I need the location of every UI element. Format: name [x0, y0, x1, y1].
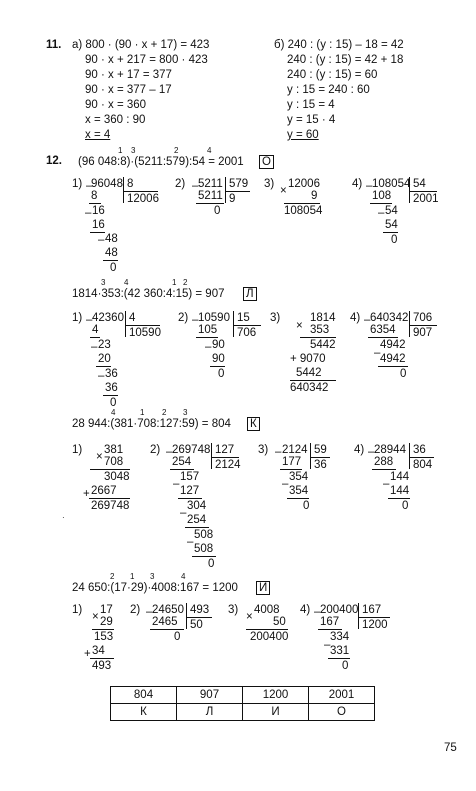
step-number: 1) — [72, 178, 83, 190]
subtract-line — [372, 469, 396, 470]
order-mark: 2 — [183, 278, 188, 287]
subtract-line — [185, 527, 209, 528]
expression-3: 28 944:(381·708:127:59) = 804 — [72, 418, 231, 430]
task-11a-line: x = 360 : 90 — [85, 114, 146, 126]
task-11a-line: 90 · x + 17 = 377 — [85, 69, 172, 81]
sum-line — [89, 498, 130, 499]
minus-sign: – — [146, 606, 153, 618]
expression-1: (96 048:8)·(5211:579):54 = 2001 — [78, 156, 244, 168]
sum-line — [290, 380, 336, 381]
calc-line: 508 — [194, 529, 214, 541]
quotient: 2124 — [215, 459, 241, 471]
division-underline — [409, 191, 437, 192]
partial-product: 2667 — [91, 485, 117, 497]
factor: 9 — [311, 190, 318, 202]
dividend: 28944 — [374, 444, 406, 456]
calc-line: 0 — [208, 558, 215, 570]
divisor: 8 — [127, 178, 134, 190]
order-mark: 3 — [131, 146, 136, 155]
division-bar — [186, 603, 187, 629]
table-row — [111, 687, 375, 704]
multiply-line — [300, 337, 336, 338]
plus-sign: + — [83, 488, 90, 500]
minus-sign: – — [368, 446, 375, 458]
division-underline — [225, 191, 250, 192]
order-mark: 2 — [174, 146, 179, 155]
factor: 12006 — [288, 178, 320, 190]
minus-sign: – — [180, 507, 187, 519]
multiply-sign: × — [280, 185, 287, 197]
order-mark: 3 — [150, 572, 155, 581]
dividend: 200400 — [320, 604, 359, 616]
dividend: 5211 — [198, 178, 223, 190]
multiply-sign: × — [296, 320, 303, 332]
subtract-line — [388, 498, 410, 499]
calc-line: 0 — [110, 397, 117, 409]
calc-line: 23 — [98, 339, 111, 351]
order-mark: 4 — [111, 408, 116, 417]
minus-sign: – — [91, 341, 98, 353]
divisor: 127 — [215, 444, 235, 456]
calc-line: 127 — [180, 485, 200, 497]
subtract-line — [90, 232, 105, 233]
minus-sign: – — [86, 180, 93, 192]
product: 640342 — [290, 382, 329, 394]
step-number: 4) — [354, 444, 365, 456]
calc-line: 157 — [180, 471, 200, 483]
step-number: 3) — [258, 444, 269, 456]
division-underline — [409, 457, 434, 458]
calc-line: 0 — [402, 500, 409, 512]
subtract-line — [328, 658, 350, 659]
answer-letter-box: К — [247, 417, 260, 431]
subtract-line — [89, 203, 101, 204]
calc-line: 0 — [214, 205, 221, 217]
multiply-sign: × — [246, 611, 253, 623]
calc-line: 2465 — [152, 616, 178, 628]
calc-line: 5211 — [198, 190, 223, 202]
division-underline — [409, 325, 437, 326]
dividend: 640342 — [370, 312, 409, 324]
subtract-line — [150, 629, 184, 630]
step-number: 4) — [300, 604, 311, 616]
product: 200400 — [250, 631, 289, 643]
division-underline — [211, 457, 239, 458]
subtract-line — [280, 469, 302, 470]
division-bar — [233, 311, 234, 337]
quotient: 804 — [413, 459, 433, 471]
calc-line: 288 — [374, 456, 394, 468]
task-11b-line: 240 : (y : 15) = 42 + 18 — [287, 54, 404, 66]
subtract-line — [90, 337, 100, 338]
subtract-line — [96, 366, 111, 367]
subtract-line — [178, 498, 202, 499]
task-11a-line: 90 · x = 377 – 17 — [85, 84, 172, 96]
step-number: 1) — [72, 604, 83, 616]
quotient: 907 — [413, 327, 433, 339]
calc-line: 304 — [187, 500, 207, 512]
quotient: 12006 — [127, 193, 159, 205]
calc-line: 177 — [282, 456, 302, 468]
subtract-line — [196, 337, 218, 338]
minus-sign: – — [324, 639, 331, 651]
sum-line — [90, 658, 114, 659]
task-11a-answer: x = 4 — [85, 129, 111, 141]
partial-product: 5442 — [310, 339, 336, 351]
division-underline — [233, 325, 261, 326]
order-mark: 4 — [181, 572, 186, 581]
division-underline — [125, 325, 160, 326]
calc-line: 36 — [105, 368, 118, 380]
quotient: 50 — [190, 619, 203, 631]
table-cell: 804 — [111, 687, 177, 704]
divisor: 36 — [413, 444, 426, 456]
partial-product: 5442 — [296, 367, 322, 379]
calc-line: 254 — [187, 514, 207, 526]
minus-sign: – — [166, 446, 173, 458]
task-11b-line: б) 240 : (y : 15) – 18 = 42 — [274, 39, 404, 51]
calc-line: 144 — [390, 485, 410, 497]
order-mark: 3 — [183, 408, 188, 417]
calc-line: 48 — [105, 233, 118, 245]
stray-dot: · — [62, 513, 65, 522]
dividend: 24650 — [152, 604, 184, 616]
step-number: 3) — [264, 178, 275, 190]
calc-line: 54 — [385, 219, 398, 231]
step-number: 1) — [72, 444, 83, 456]
minus-sign: – — [98, 234, 105, 246]
order-mark: 4 — [124, 278, 129, 287]
table-cell: Л — [177, 704, 243, 721]
minus-sign: – — [86, 314, 93, 326]
divisor: 706 — [413, 312, 433, 324]
dividend: 2124 — [282, 444, 308, 456]
step-number: 2) — [178, 312, 189, 324]
dividend: 10590 — [198, 312, 230, 324]
subtract-line — [383, 232, 398, 233]
minus-sign: – — [364, 314, 371, 326]
calc-line: 254 — [172, 456, 192, 468]
task-11b-answer: y = 60 — [287, 129, 319, 141]
dividend: 108054 — [372, 178, 411, 190]
factor: 1814 — [310, 312, 336, 324]
order-mark: 1 — [172, 278, 177, 287]
step-number: 4) — [352, 178, 363, 190]
factor: 708 — [104, 456, 124, 468]
expression-2: 1814·353:(42 360:4:15) = 907 — [72, 288, 225, 300]
factor: 381 — [104, 444, 124, 456]
calc-line: 16 — [92, 205, 105, 217]
quotient: 10590 — [129, 327, 161, 339]
order-mark: 2 — [110, 572, 115, 581]
divisor: 4 — [129, 312, 136, 324]
expression-4: 24 650:(17·29)·4008:167 = 1200 — [72, 582, 238, 594]
calc-line: 0 — [218, 368, 225, 380]
minus-sign: – — [173, 478, 180, 490]
step-number: 2) — [175, 178, 186, 190]
table-cell: К — [111, 704, 177, 721]
factor: 29 — [100, 616, 113, 628]
calc-line: 16 — [92, 219, 105, 231]
task-11b-line: 240 : (y : 15) = 60 — [287, 69, 378, 81]
minus-sign: – — [85, 207, 92, 219]
partial-product: + 9070 — [290, 353, 326, 365]
quotient: 2001 — [413, 193, 439, 205]
calc-line: 354 — [289, 485, 309, 497]
subtract-line — [378, 366, 408, 367]
division-bar — [409, 443, 410, 469]
calc-line: 90 — [212, 353, 225, 365]
step-number: 3) — [228, 604, 239, 616]
calc-line: 331 — [330, 645, 350, 657]
minus-sign: – — [314, 606, 321, 618]
step-number: 2) — [150, 444, 161, 456]
calc-line: 0 — [110, 262, 117, 274]
division-bar — [125, 311, 126, 337]
calc-line: 4942 — [380, 353, 406, 365]
calc-line: 36 — [105, 382, 118, 394]
calc-line: 508 — [194, 543, 214, 555]
subtract-line — [192, 556, 216, 557]
step-number: 3) — [270, 312, 281, 324]
minus-sign: – — [383, 478, 390, 490]
multiply-sign: × — [96, 451, 103, 463]
multiply-line — [92, 629, 114, 630]
calc-line: 4942 — [380, 339, 406, 351]
calc-line: 354 — [289, 471, 309, 483]
division-bar — [310, 443, 311, 469]
division-bar — [409, 177, 410, 203]
calc-line: 54 — [385, 205, 398, 217]
subtract-line — [210, 366, 225, 367]
product: 493 — [92, 660, 112, 672]
step-number: 2) — [130, 604, 141, 616]
answer-letter-box: Л — [243, 287, 257, 301]
order-mark: 1 — [118, 146, 123, 155]
minus-sign: – — [374, 347, 381, 359]
division-underline — [358, 617, 390, 618]
subtract-line — [196, 203, 224, 204]
order-mark: 2 — [162, 408, 167, 417]
task-11b-line: y = 15 · 4 — [287, 114, 336, 126]
division-bar — [409, 311, 410, 337]
partial-product: 153 — [94, 631, 114, 643]
division-underline — [123, 191, 158, 192]
subtract-line — [103, 395, 118, 396]
calc-line: 0 — [303, 500, 310, 512]
order-mark: 1 — [140, 408, 145, 417]
division-underline — [186, 617, 212, 618]
table-cell: 907 — [177, 687, 243, 704]
answer-letter-box: О — [259, 155, 274, 169]
minus-sign: – — [378, 207, 385, 219]
order-mark: 3 — [101, 278, 106, 287]
minus-sign: – — [282, 478, 289, 490]
task-12-number: 12. — [46, 155, 62, 167]
step-number: 4) — [350, 312, 361, 324]
order-mark: 4 — [207, 146, 212, 155]
minus-sign: – — [192, 180, 199, 192]
dividend: 269748 — [172, 444, 211, 456]
minus-sign: – — [366, 180, 373, 192]
division-bar — [123, 177, 124, 203]
task-11b-line: y : 15 = 240 : 60 — [287, 84, 370, 96]
minus-sign: – — [205, 341, 212, 353]
dividend: 42360 — [92, 312, 124, 324]
calc-line: 6354 — [370, 324, 396, 336]
calc-line: 105 — [198, 324, 218, 336]
subtract-line — [370, 203, 392, 204]
calc-line: 4 — [92, 324, 99, 336]
divisor: 167 — [362, 604, 382, 616]
divisor: 579 — [229, 178, 249, 190]
factor: 4008 — [254, 604, 280, 616]
quotient: 36 — [314, 459, 327, 471]
answer-letter-box: И — [256, 581, 270, 595]
task-11-number: 11. — [46, 39, 62, 51]
minus-sign: – — [275, 446, 282, 458]
calc-line: 90 — [212, 339, 225, 351]
quotient: 9 — [229, 193, 236, 205]
task-11b-line: y : 15 = 4 — [287, 99, 335, 111]
subtract-line — [368, 337, 398, 338]
table-cell: И — [243, 704, 309, 721]
calc-line: 20 — [98, 353, 111, 365]
division-bar — [211, 443, 212, 469]
product: 108054 — [284, 205, 323, 217]
calc-line: 48 — [105, 247, 118, 259]
subtract-line — [103, 260, 118, 261]
answer-table — [110, 686, 375, 721]
minus-sign: – — [192, 314, 199, 326]
calc-line: 144 — [390, 471, 410, 483]
factor: 353 — [310, 324, 330, 336]
factor: 17 — [100, 604, 113, 616]
calc-line: 167 — [320, 616, 340, 628]
quotient: 706 — [237, 327, 257, 339]
divisor: 54 — [413, 178, 426, 190]
dividend: 96048 — [91, 178, 123, 190]
quotient: 1200 — [362, 619, 388, 631]
calc-line: 0 — [342, 660, 349, 672]
partial-product: 3048 — [104, 471, 130, 483]
multiply-line — [284, 203, 320, 204]
division-bar — [225, 177, 226, 203]
division-bar — [358, 603, 359, 629]
subtract-line — [170, 469, 194, 470]
task-11a-line: 90 · x = 360 — [85, 99, 147, 111]
order-mark: 1 — [130, 572, 135, 581]
minus-sign: – — [98, 370, 105, 382]
factor: 50 — [273, 616, 286, 628]
calc-line: 8 — [91, 190, 98, 202]
product: 269748 — [91, 500, 130, 512]
calc-line: 0 — [391, 234, 398, 246]
minus-sign: – — [187, 536, 194, 548]
table-row — [111, 704, 375, 721]
multiply-sign: × — [92, 611, 99, 623]
step-number: 1) — [72, 312, 83, 324]
calc-line: 108 — [372, 190, 392, 202]
divisor: 493 — [190, 604, 210, 616]
task-11a-line: а) 800 · (90 · x + 17) = 423 — [72, 39, 210, 51]
page-number: 75 — [444, 742, 457, 754]
subtract-line — [318, 629, 342, 630]
division-underline — [310, 457, 330, 458]
table-cell: 1200 — [243, 687, 309, 704]
calc-line: 334 — [330, 631, 350, 643]
divisor: 15 — [237, 312, 250, 324]
calc-line: 0 — [400, 368, 407, 380]
multiply-line — [90, 469, 130, 470]
table-cell: О — [309, 704, 375, 721]
partial-product: 34 — [92, 645, 105, 657]
divisor: 59 — [314, 444, 327, 456]
calc-line: 0 — [174, 631, 181, 643]
multiply-line — [246, 629, 288, 630]
table-cell: 2001 — [309, 687, 375, 704]
subtract-line — [287, 498, 309, 499]
plus-sign: + — [84, 648, 91, 660]
task-11a-line: 90 · x + 217 = 800 · 423 — [85, 54, 208, 66]
